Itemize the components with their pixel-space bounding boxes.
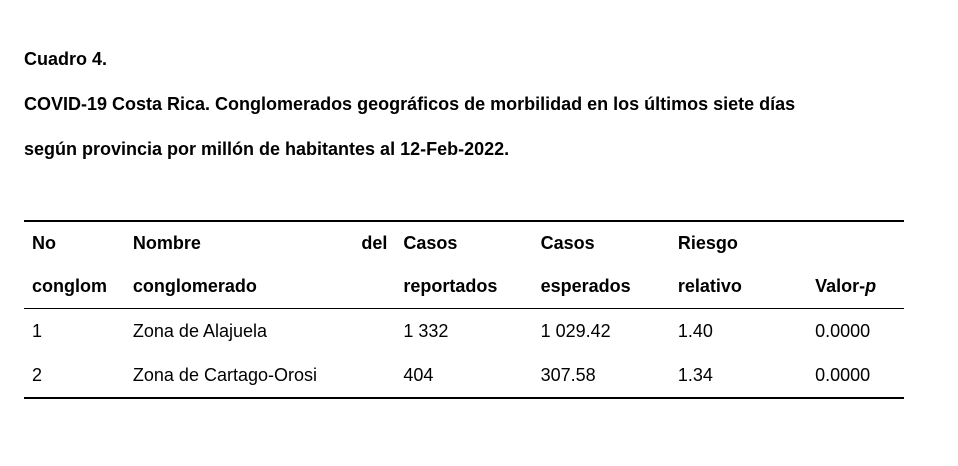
- header-nombre-word2: del: [361, 233, 388, 253]
- table-row: [24, 309, 904, 354]
- caption-title-line2: según provincia por millón de habitantes al 12-Feb-2022.: [24, 139, 510, 159]
- header-casos-reportados: Casos: [395, 221, 532, 265]
- header-riesgo: Riesgo: [670, 221, 807, 265]
- header-row-2: [24, 265, 904, 309]
- cell-valor-p: 0.0000: [815, 320, 871, 341]
- header-reportados: reportados: [395, 265, 532, 309]
- cell-no: 1: [32, 320, 43, 341]
- header-nombre-word1: Nombre: [132, 233, 201, 253]
- header-no: No: [24, 221, 125, 265]
- caption-number: Cuadro 4.: [24, 49, 108, 69]
- cell-casos-reportados: 404: [395, 353, 532, 398]
- cell-riesgo: 1.40: [677, 320, 713, 341]
- data-table: [24, 220, 904, 399]
- header-valor-top: [807, 221, 904, 265]
- cell-valor-p: 0.0000: [807, 353, 904, 398]
- cell-riesgo: 1.34: [670, 353, 807, 398]
- header-nombre: [125, 221, 395, 265]
- cell-casos-reportados: 1 332: [403, 320, 449, 341]
- header-conglom: conglom: [24, 265, 125, 309]
- cell-casos-esperados: 307.58: [533, 353, 670, 398]
- cell-no: 2: [24, 353, 125, 398]
- header-casos-esperados: Casos: [533, 221, 670, 265]
- header-row-1: [24, 221, 904, 265]
- header-valor-p: [807, 265, 904, 309]
- table-row: [24, 353, 904, 398]
- cell-casos-esperados: 1 029.42: [540, 320, 611, 341]
- data-table-container: [24, 220, 904, 399]
- table-caption: [24, 47, 924, 161]
- header-valor-prefix: Valor-: [815, 276, 866, 296]
- header-valor-p-italic: p: [865, 276, 877, 296]
- header-conglomerado: conglomerado: [125, 265, 395, 309]
- caption-title-line1: COVID-19 Costa Rica. Conglomerados geográficos de morbilidad en los últimos siete días: [24, 94, 796, 114]
- header-esperados: esperados: [533, 265, 670, 309]
- cell-nombre: Zona de Cartago-Orosi: [125, 353, 395, 398]
- header-relativo: relativo: [670, 265, 807, 309]
- cell-nombre: Zona de Alajuela: [132, 320, 268, 341]
